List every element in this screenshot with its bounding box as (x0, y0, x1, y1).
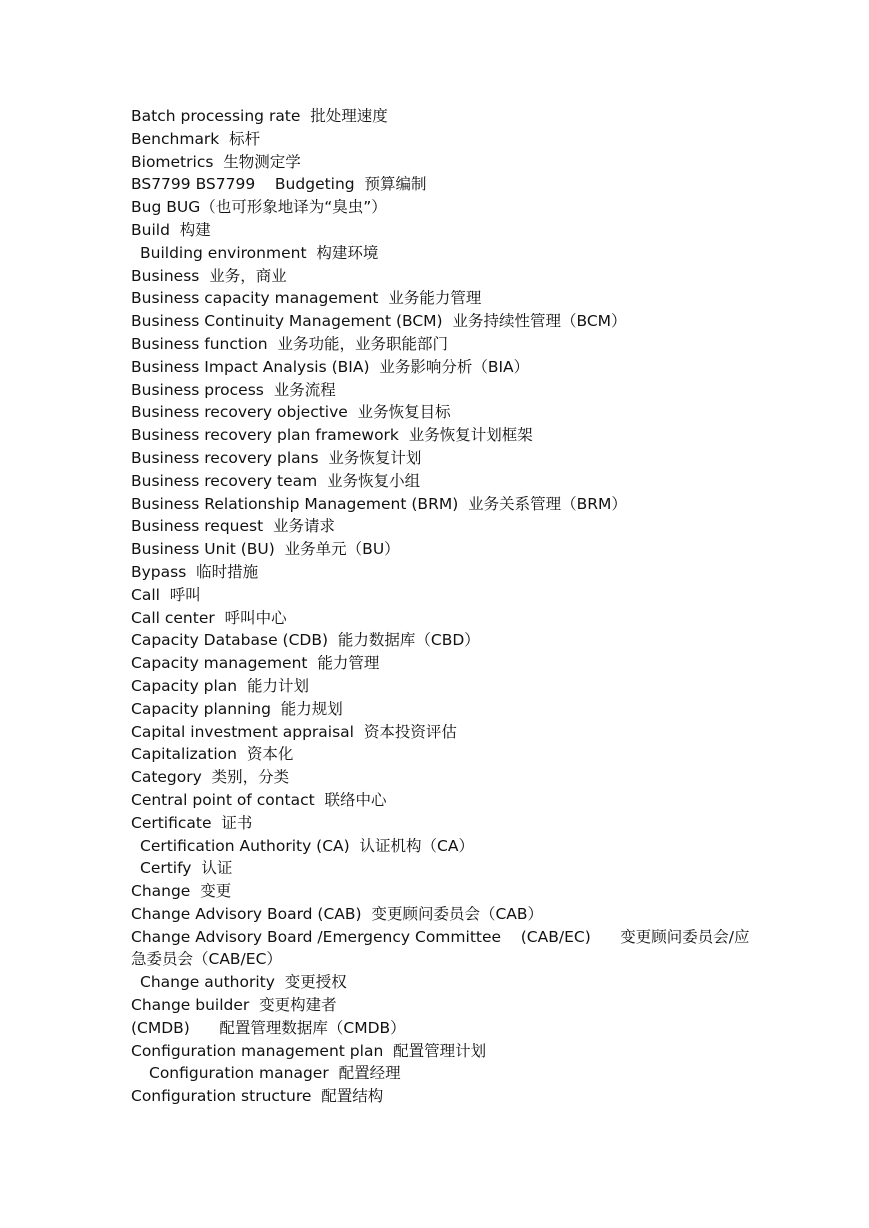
glossary-entry: Configuration management plan 配置管理计划 (131, 1041, 487, 1060)
glossary-entry: Capacity management 能力管理 (131, 654, 380, 673)
glossary-entry: Certification Authority (CA) 认证机构（CA） (140, 836, 474, 855)
glossary-entry: Configuration manager 配置经理 (149, 1064, 401, 1083)
glossary-entry: Change Advisory Board (CAB) 变更顾问委员会（CAB） (131, 904, 543, 923)
glossary-entry: Business process 业务流程 (131, 380, 336, 399)
glossary-entry: Certificate 证书 (131, 813, 253, 832)
glossary-entry: Business Impact Analysis (BIA) 业务影响分析（BIA） (131, 357, 530, 376)
glossary-entry: (CMDB) 配置管理数据库（CMDB） (131, 1018, 406, 1037)
glossary-entry: Change builder 变更构建者 (131, 996, 337, 1015)
glossary-entry: Biometrics 生物测定学 (131, 152, 301, 171)
glossary-entry: Batch processing rate 批处理速度 (131, 107, 388, 125)
glossary-entry: Change Advisory Board /Emergency Committee (CAB/EC) 变更顾问委员会/应 (131, 927, 750, 946)
glossary-entry: Business recovery plan framework 业务恢复计划框架 (131, 426, 533, 445)
glossary-entry: Central point of contact 联络中心 (131, 790, 387, 809)
glossary-entry: Capital investment appraisal 资本投资评估 (131, 722, 457, 741)
glossary-lines (131, 105, 771, 1108)
glossary-entry: Business recovery plans 业务恢复计划 (131, 448, 422, 467)
glossary-entry: BS7799 BS7799 Budgeting 预算编制 (131, 175, 427, 194)
glossary-entry: Business Continuity Management (BCM) 业务持续性管理（BCM） (131, 312, 627, 331)
glossary-entry: Call center 呼叫中心 (131, 608, 287, 627)
glossary-entry: Benchmark 标杆 (131, 129, 261, 148)
glossary-entry: Configuration structure 配置结构 (131, 1087, 384, 1106)
glossary-entry: 急委员会（CAB/EC） (131, 950, 282, 969)
glossary-entry: Building environment 构建环境 (140, 243, 379, 262)
glossary-entry: Business 业务，商业 (131, 266, 287, 285)
glossary-entry: Business capacity management 业务能力管理 (131, 289, 482, 308)
glossary-entry: Capacity planning 能力规划 (131, 699, 343, 718)
glossary-entry: Business Relationship Management (BRM) 业务关系管理（BRM） (131, 494, 627, 513)
glossary-entry: Call 呼叫 (131, 585, 201, 604)
glossary-entry: Bypass 临时措施 (131, 562, 259, 581)
glossary-entry: Certify 认证 (140, 859, 233, 878)
glossary-entry: Change 变更 (131, 882, 232, 901)
glossary-entry: Business function 业务功能，业务职能部门 (131, 334, 448, 353)
glossary-entry: Business request 业务请求 (131, 517, 336, 536)
glossary-entry: Build 构建 (131, 220, 211, 239)
glossary-entry: Capitalization 资本化 (131, 745, 294, 764)
glossary-entry: Bug BUG（也可形象地译为“臭虫”） (131, 198, 387, 217)
glossary-entry: Business recovery objective 业务恢复目标 (131, 403, 451, 422)
glossary-entry: Category 类别，分类 (131, 768, 290, 787)
glossary-entry: Change authority 变更授权 (140, 973, 347, 992)
glossary-entry: Business Unit (BU) 业务单元（BU） (131, 540, 400, 559)
glossary-entry: Capacity plan 能力计划 (131, 676, 309, 695)
glossary-entry: Business recovery team 业务恢复小组 (131, 471, 421, 490)
glossary-entry: Capacity Database (CDB) 能力数据库（CBD） (131, 631, 480, 650)
